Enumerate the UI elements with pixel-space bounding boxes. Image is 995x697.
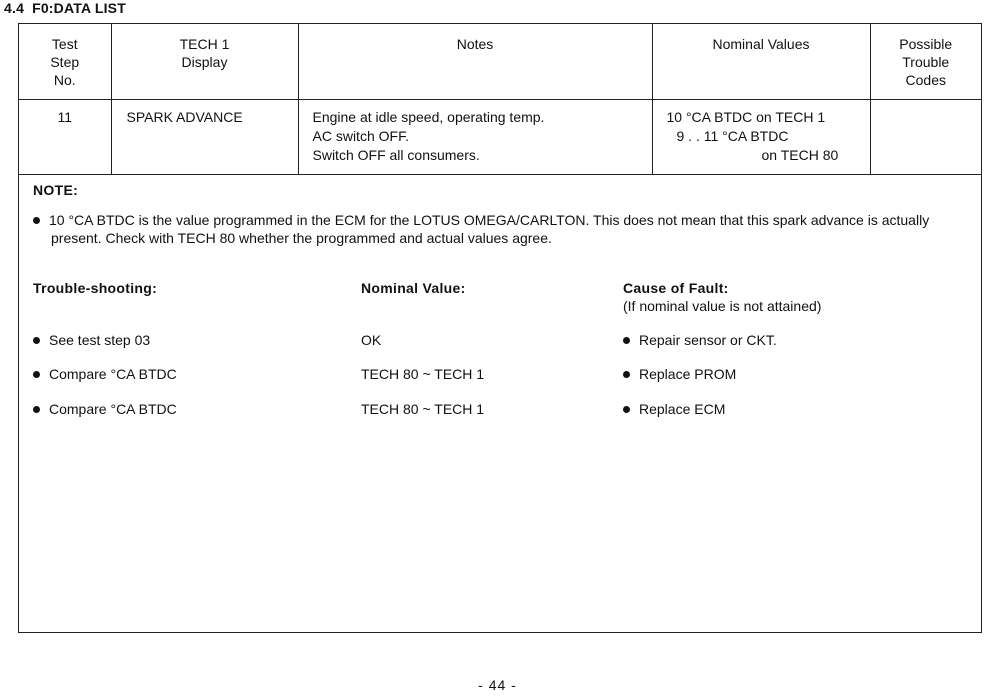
bullet-icon [623, 337, 630, 344]
cell-step: 11 [19, 99, 111, 174]
bullet-icon [33, 371, 40, 378]
cell-notes [298, 99, 652, 174]
table-row [19, 99, 981, 174]
section-heading [4, 0, 126, 16]
bullet-icon [623, 406, 630, 413]
nominal-line: 10 °CA BTDC on TECH 1 [666, 108, 826, 125]
troubleshooting-step: See test step 03 [33, 332, 150, 348]
bullet-icon [33, 406, 40, 413]
section-title: F0:DATA LIST [32, 0, 126, 16]
page-number: - 44 - [478, 677, 517, 693]
troubleshooting-cause: Repair sensor or CKT. [623, 332, 777, 348]
header-possible-trouble-codes: Possible Trouble Codes [870, 24, 981, 99]
cell-trouble-codes [870, 99, 981, 174]
troubleshooting-cause: Replace PROM [623, 366, 736, 382]
cell-tech-display: SPARK ADVANCE [111, 99, 298, 174]
section-number: 4.4 [4, 0, 25, 16]
notes-line: Switch OFF all consumers. [312, 146, 480, 163]
bullet-icon [623, 371, 630, 378]
nominal-line: 9 . . 11 °CA BTDC [676, 127, 789, 144]
header-tech1-display: TECH 1 Display [111, 24, 298, 99]
note-text-line2: present. Check with TECH 80 whether the programmed and actual values agree. [51, 230, 552, 246]
troubleshooting-nominal: TECH 80 ~ TECH 1 [361, 401, 485, 417]
bullet-icon [33, 337, 40, 344]
header-nominal-values: Nominal Values [652, 24, 870, 99]
cause-of-fault-title: Cause of Fault: [623, 280, 729, 296]
note-title: NOTE: [33, 182, 79, 198]
troubleshooting-nominal: OK [361, 332, 382, 348]
cell-nominal-values [652, 99, 870, 174]
troubleshooting-step: Compare °CA BTDC [33, 366, 177, 382]
note-text-line1: 10 °CA BTDC is the value programmed in the ECM for the LOTUS OMEGA/CARLTON. This does not mean that this spark advance is actually [49, 212, 930, 228]
note-body [33, 211, 973, 247]
data-list-table [19, 24, 981, 175]
troubleshooting-title: Trouble-shooting: [33, 280, 158, 296]
table-header-row [19, 24, 981, 99]
troubleshooting-step: Compare °CA BTDC [33, 401, 177, 417]
notes-line: Engine at idle speed, operating temp. [312, 108, 545, 125]
cause-of-fault-subtitle: (If nominal value is not attained) [623, 298, 822, 314]
troubleshooting-cause: Replace ECM [623, 401, 725, 417]
header-notes: Notes [298, 24, 652, 99]
notes-line: AC switch OFF. [312, 127, 409, 144]
troubleshooting-nominal: TECH 80 ~ TECH 1 [361, 366, 485, 382]
nominal-line: on TECH 80 [761, 146, 839, 163]
data-list-frame [18, 23, 982, 633]
header-test-step: Test Step No. [19, 24, 111, 99]
nominal-value-title: Nominal Value: [361, 280, 466, 296]
bullet-icon [33, 217, 40, 224]
